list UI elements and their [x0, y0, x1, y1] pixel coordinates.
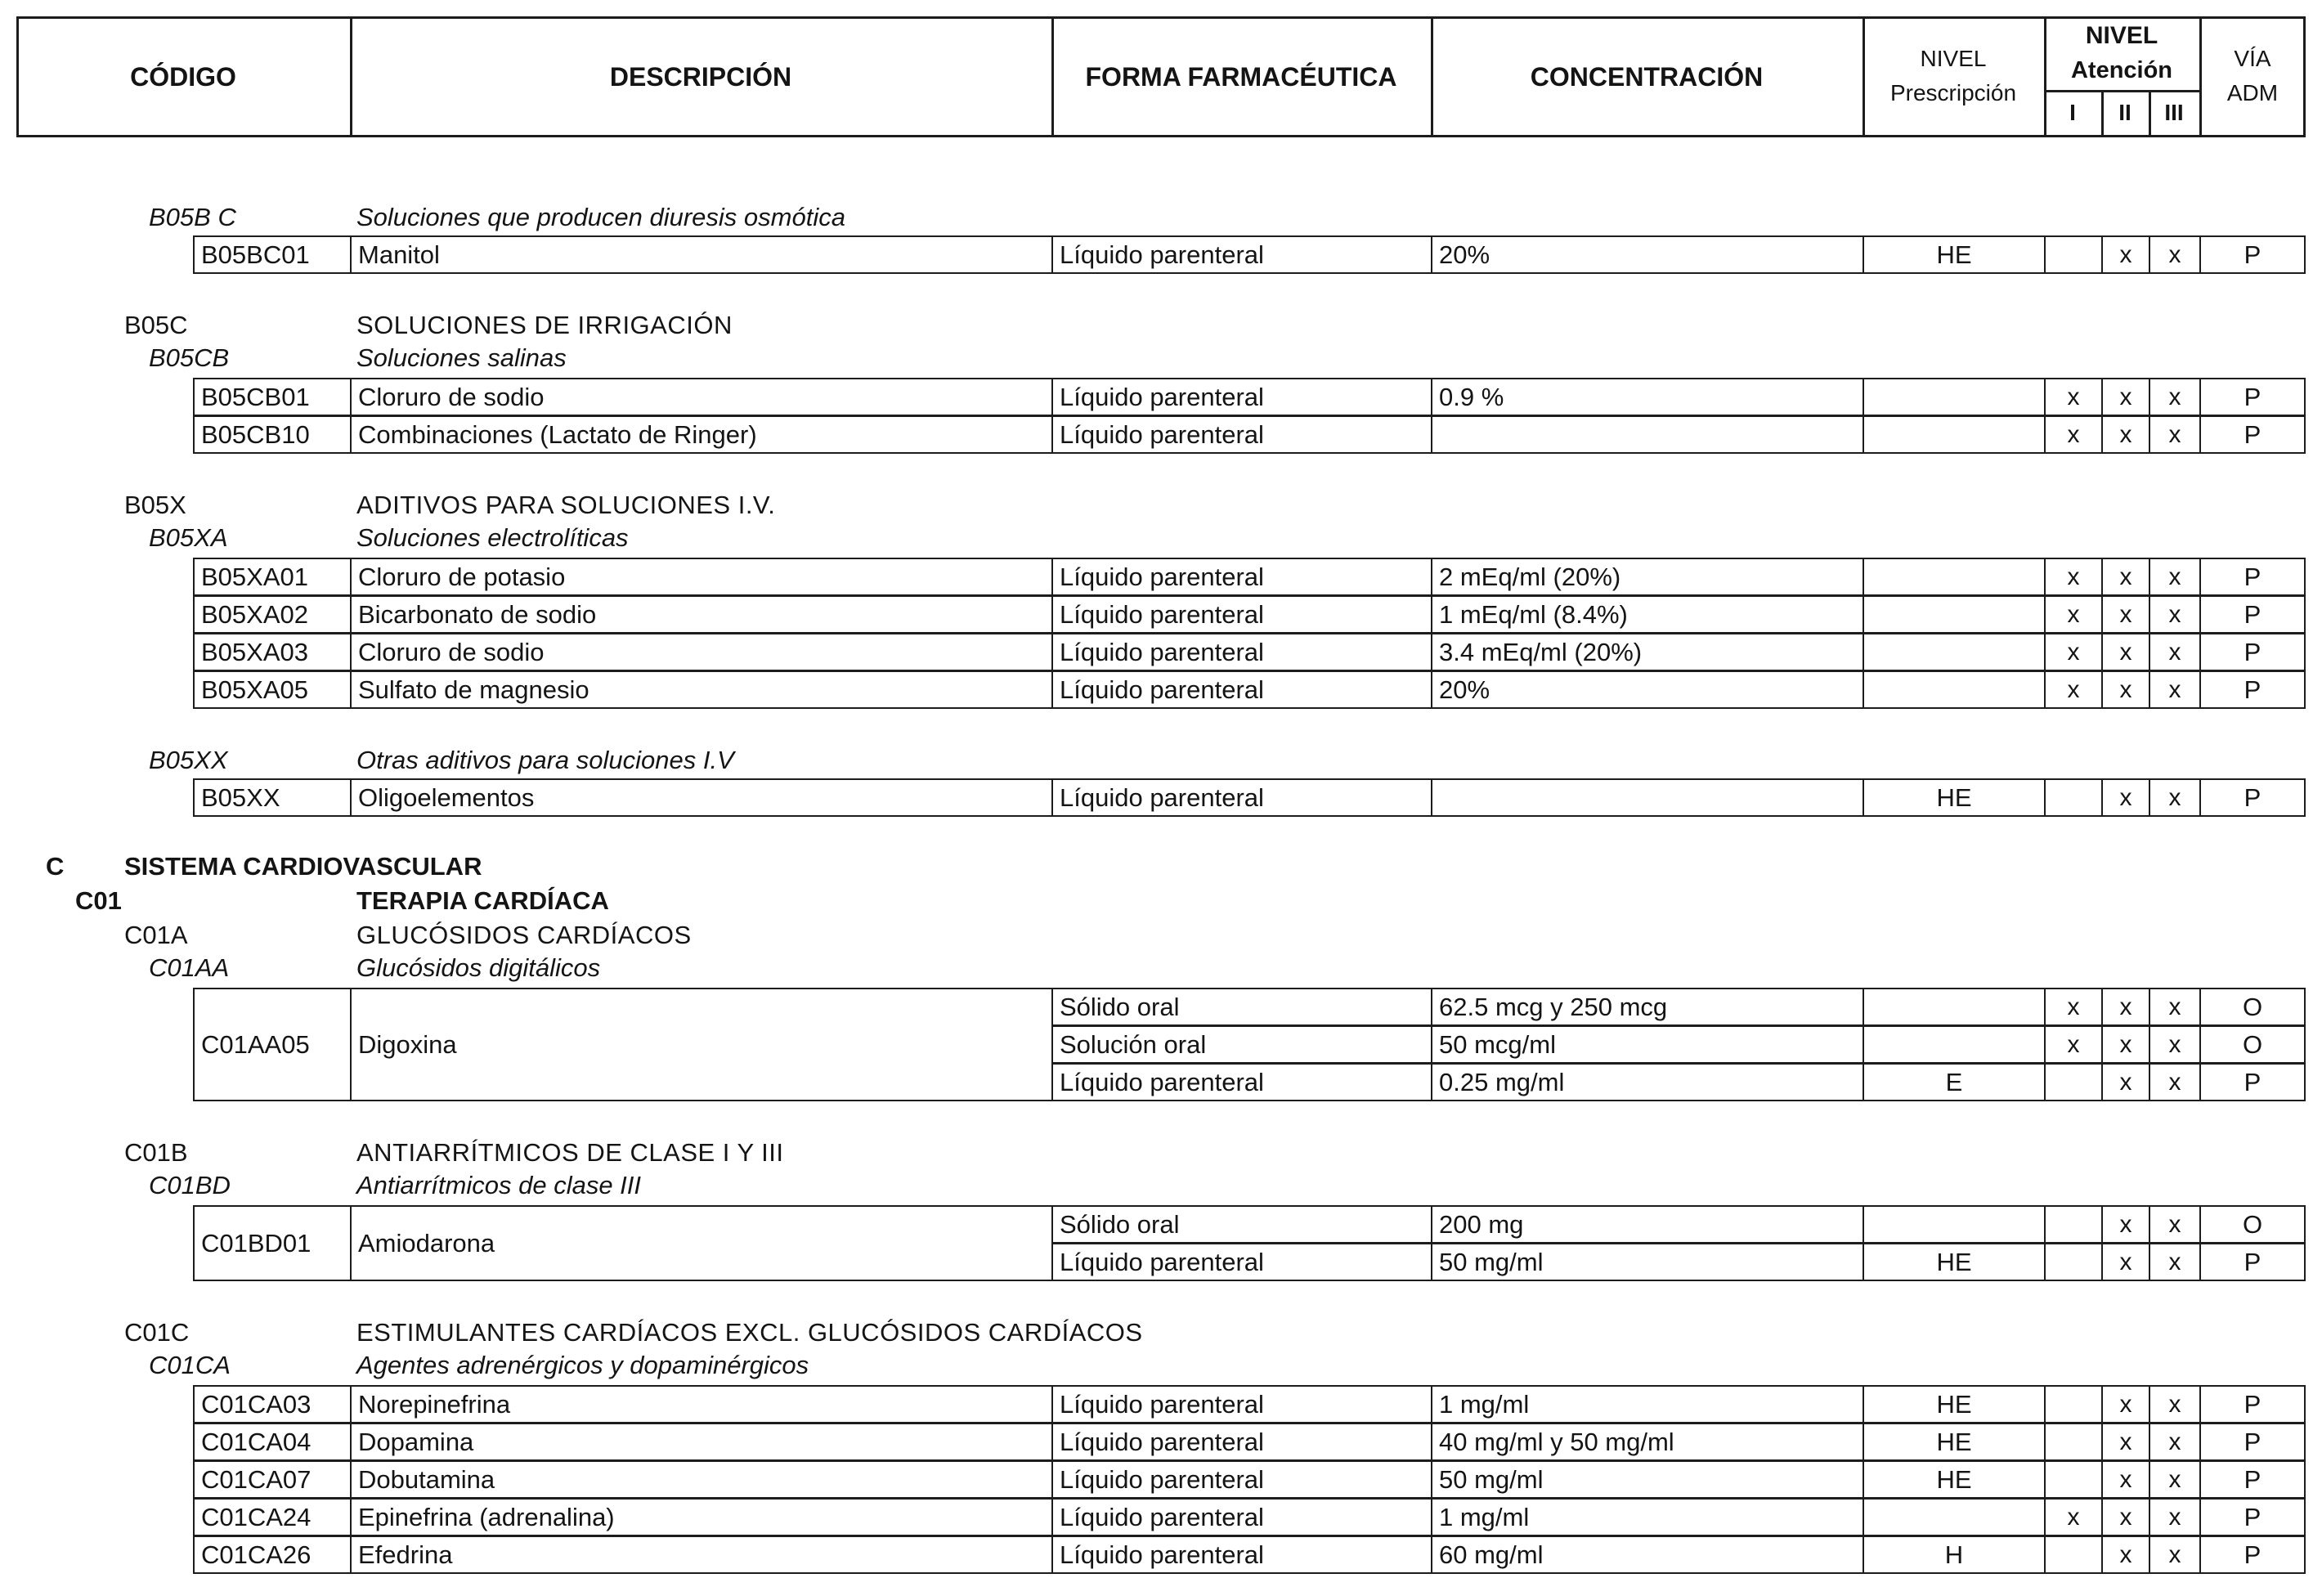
- cell-iii: x: [2149, 778, 2201, 817]
- cell-conc: 20%: [1431, 670, 1864, 709]
- cell-via: P: [2199, 558, 2306, 596]
- cell-ii: x: [2101, 633, 2150, 671]
- cell-i: [2044, 235, 2103, 274]
- cell-ii: x: [2101, 235, 2150, 274]
- header-nivel-prescripcion-2: Prescripción: [1889, 80, 2017, 105]
- cell-via: P: [2199, 1460, 2306, 1499]
- cell-conc: 50 mcg/ml: [1431, 1025, 1864, 1064]
- group-title: ESTIMULANTES CARDÍACOS EXCL. GLUCÓSIDOS CARDÍACOS: [356, 1318, 1143, 1347]
- cell-ii: x: [2101, 595, 2150, 634]
- cell-conc: [1431, 415, 1864, 454]
- merged-cell-code: C01BD01: [193, 1205, 352, 1281]
- group-code: C01A: [124, 921, 188, 949]
- cell-iii: x: [2149, 1205, 2201, 1244]
- cell-code: B05XA02: [193, 595, 352, 634]
- cell-iii: x: [2149, 1498, 2201, 1536]
- cell-ii: x: [2101, 1025, 2150, 1064]
- cell-via: O: [2199, 1205, 2306, 1244]
- cell-ii: x: [2101, 1498, 2150, 1536]
- cell-presc: [1863, 378, 2046, 416]
- header-nivel-prescripcion-1: NIVEL: [1920, 46, 1987, 71]
- cell-conc: 1 mg/ml: [1431, 1385, 1864, 1423]
- group-title: GLUCÓSIDOS CARDÍACOS: [356, 921, 692, 949]
- cell-conc: 0.25 mg/ml: [1431, 1063, 1864, 1101]
- cell-iii: x: [2149, 235, 2201, 274]
- cell-i: [2044, 1063, 2103, 1101]
- cell-conc: 1 mEq/ml (8.4%): [1431, 595, 1864, 634]
- cell-code: B05XA01: [193, 558, 352, 596]
- cell-iii: x: [2149, 670, 2201, 709]
- cell-code: C01CA26: [193, 1535, 352, 1574]
- cell-i: x: [2044, 415, 2103, 454]
- cell-presc: [1863, 1205, 2046, 1244]
- cell-conc: 200 mg: [1431, 1205, 1864, 1244]
- group-code: C01C: [124, 1318, 190, 1347]
- cell-forma: Líquido parenteral: [1051, 1063, 1432, 1101]
- cell-via: P: [2199, 1498, 2306, 1536]
- cell-forma: Líquido parenteral: [1051, 595, 1432, 634]
- group-title: SOLUCIONES DE IRRIGACIÓN: [356, 311, 733, 339]
- cell-i: x: [2044, 595, 2103, 634]
- cell-ii: x: [2101, 1535, 2150, 1574]
- cell-via: P: [2199, 1535, 2306, 1574]
- cell-presc: [1863, 633, 2046, 671]
- group-title: Soluciones que producen diuresis osmótica: [356, 203, 845, 231]
- cell-desc: Dopamina: [350, 1423, 1053, 1461]
- cell-desc: Oligoelementos: [350, 778, 1053, 817]
- cell-code: B05CB01: [193, 378, 352, 416]
- cell-code: B05XA05: [193, 670, 352, 709]
- cell-forma: Líquido parenteral: [1051, 1423, 1432, 1461]
- group-code: C01B: [124, 1138, 188, 1167]
- cell-presc: [1863, 558, 2046, 596]
- header-nivel-ii: II: [2118, 100, 2131, 125]
- cell-conc: 62.5 mcg y 250 mcg: [1431, 988, 1864, 1026]
- cell-iii: x: [2149, 1243, 2201, 1281]
- cell-via: P: [2199, 1063, 2306, 1101]
- header-nivel-iii: III: [2164, 100, 2184, 125]
- cell-code: C01CA03: [193, 1385, 352, 1423]
- cell-via: P: [2199, 633, 2306, 671]
- header-forma-farmaceutica: FORMA FARMACÉUTICA: [1085, 61, 1397, 92]
- cell-forma: Líquido parenteral: [1051, 778, 1432, 817]
- cell-i: x: [2044, 378, 2103, 416]
- cell-i: [2044, 1460, 2103, 1499]
- cell-conc: 50 mg/ml: [1431, 1460, 1864, 1499]
- header-via-2: ADM: [2226, 80, 2279, 105]
- cell-desc: Cloruro de potasio: [350, 558, 1053, 596]
- cell-presc: E: [1863, 1063, 2046, 1101]
- group-title: Soluciones salinas: [356, 343, 567, 372]
- group-title: TERAPIA CARDÍACA: [356, 886, 609, 915]
- cell-conc: 1 mg/ml: [1431, 1498, 1864, 1536]
- cell-presc: [1863, 415, 2046, 454]
- cell-via: P: [2199, 235, 2306, 274]
- cell-i: x: [2044, 1498, 2103, 1536]
- cell-conc: 0.9 %: [1431, 378, 1864, 416]
- cell-via: O: [2199, 988, 2306, 1026]
- cell-desc: Efedrina: [350, 1535, 1053, 1574]
- cell-desc: Dobutamina: [350, 1460, 1053, 1499]
- merged-cell-desc: Amiodarona: [350, 1205, 1053, 1281]
- cell-via: P: [2199, 378, 2306, 416]
- cell-via: P: [2199, 1243, 2306, 1281]
- cell-i: [2044, 1385, 2103, 1423]
- cell-desc: Epinefrina (adrenalina): [350, 1498, 1053, 1536]
- cell-ii: x: [2101, 1243, 2150, 1281]
- cell-i: x: [2044, 633, 2103, 671]
- group-title: SISTEMA CARDIOVASCULAR: [124, 852, 482, 881]
- cell-forma: Líquido parenteral: [1051, 1498, 1432, 1536]
- group-code: C01AA: [149, 953, 230, 982]
- cell-presc: [1863, 670, 2046, 709]
- cell-forma: Solución oral: [1051, 1025, 1432, 1064]
- cell-via: P: [2199, 1423, 2306, 1461]
- cell-conc: 2 mEq/ml (20%): [1431, 558, 1864, 596]
- cell-forma: Sólido oral: [1051, 988, 1432, 1026]
- cell-ii: x: [2101, 1423, 2150, 1461]
- cell-code: C01CA24: [193, 1498, 352, 1536]
- cell-i: x: [2044, 558, 2103, 596]
- group-code: B05X: [124, 491, 186, 519]
- header-nivel-atencion-1: NIVEL: [2085, 22, 2158, 49]
- cell-ii: x: [2101, 558, 2150, 596]
- cell-forma: Líquido parenteral: [1051, 670, 1432, 709]
- cell-i: x: [2044, 670, 2103, 709]
- header-nivel-atencion-2: Atención: [2070, 57, 2173, 83]
- cell-ii: x: [2101, 1205, 2150, 1244]
- group-title: Otras aditivos para soluciones I.V: [356, 746, 734, 774]
- cell-desc: Norepinefrina: [350, 1385, 1053, 1423]
- cell-presc: HE: [1863, 1460, 2046, 1499]
- cell-desc: Cloruro de sodio: [350, 633, 1053, 671]
- cell-forma: Líquido parenteral: [1051, 633, 1432, 671]
- header-nivel-i: I: [2069, 100, 2076, 125]
- cell-iii: x: [2149, 1535, 2201, 1574]
- cell-iii: x: [2149, 988, 2201, 1026]
- cell-presc: HE: [1863, 778, 2046, 817]
- cell-iii: x: [2149, 415, 2201, 454]
- group-code: B05B C: [149, 203, 236, 231]
- cell-ii: x: [2101, 378, 2150, 416]
- cell-iii: x: [2149, 378, 2201, 416]
- header-concentracion: CONCENTRACIÓN: [1530, 61, 1764, 92]
- header-descripcion: DESCRIPCIÓN: [609, 61, 792, 92]
- group-code: B05XA: [149, 523, 228, 552]
- cell-forma: Sólido oral: [1051, 1205, 1432, 1244]
- cell-conc: [1431, 778, 1864, 817]
- cell-presc: HE: [1863, 1385, 2046, 1423]
- cell-i: [2044, 1423, 2103, 1461]
- cell-desc: Sulfato de magnesio: [350, 670, 1053, 709]
- group-title: ANTIARRÍTMICOS DE CLASE I Y III: [356, 1138, 784, 1167]
- group-code: C01: [75, 886, 122, 915]
- cell-presc: HE: [1863, 1243, 2046, 1281]
- group-title: Antiarrítmicos de clase III: [356, 1171, 642, 1199]
- cell-desc: Combinaciones (Lactato de Ringer): [350, 415, 1053, 454]
- cell-forma: Líquido parenteral: [1051, 1243, 1432, 1281]
- cell-iii: x: [2149, 595, 2201, 634]
- cell-forma: Líquido parenteral: [1051, 1460, 1432, 1499]
- cell-via: P: [2199, 415, 2306, 454]
- cell-i: x: [2044, 1025, 2103, 1064]
- cell-desc: Cloruro de sodio: [350, 378, 1053, 416]
- group-title: ADITIVOS PARA SOLUCIONES I.V.: [356, 491, 776, 519]
- cell-presc: [1863, 1498, 2046, 1536]
- merged-cell-code: C01AA05: [193, 988, 352, 1101]
- cell-code: B05BC01: [193, 235, 352, 274]
- group-title: Soluciones electrolíticas: [356, 523, 629, 552]
- cell-presc: [1863, 1025, 2046, 1064]
- cell-i: [2044, 1243, 2103, 1281]
- cell-iii: x: [2149, 1385, 2201, 1423]
- group-code: B05XX: [149, 746, 228, 774]
- cell-iii: x: [2149, 633, 2201, 671]
- cell-code: C01CA04: [193, 1423, 352, 1461]
- cell-i: [2044, 778, 2103, 817]
- merged-cell-desc: Digoxina: [350, 988, 1053, 1101]
- cell-i: [2044, 1205, 2103, 1244]
- cell-iii: x: [2149, 1423, 2201, 1461]
- cell-presc: [1863, 988, 2046, 1026]
- cell-iii: x: [2149, 1460, 2201, 1499]
- cell-ii: x: [2101, 1385, 2150, 1423]
- group-code: B05C: [124, 311, 188, 339]
- group-title: Agentes adrenérgicos y dopaminérgicos: [356, 1351, 809, 1379]
- cell-conc: 20%: [1431, 235, 1864, 274]
- cell-presc: H: [1863, 1535, 2046, 1574]
- group-code: C01CA: [149, 1351, 231, 1379]
- cell-forma: Líquido parenteral: [1051, 1535, 1432, 1574]
- cell-ii: x: [2101, 778, 2150, 817]
- cell-ii: x: [2101, 670, 2150, 709]
- cell-conc: 50 mg/ml: [1431, 1243, 1864, 1281]
- cell-forma: Líquido parenteral: [1051, 415, 1432, 454]
- header-codigo: CÓDIGO: [130, 61, 236, 92]
- cell-code: B05XA03: [193, 633, 352, 671]
- group-title: Glucósidos digitálicos: [356, 953, 601, 982]
- cell-via: P: [2199, 670, 2306, 709]
- cell-i: [2044, 1535, 2103, 1574]
- cell-iii: x: [2149, 558, 2201, 596]
- cell-via: P: [2199, 778, 2306, 817]
- cell-presc: [1863, 595, 2046, 634]
- cell-presc: HE: [1863, 1423, 2046, 1461]
- cell-via: O: [2199, 1025, 2306, 1064]
- group-code: C01BD: [149, 1171, 231, 1199]
- cell-forma: Líquido parenteral: [1051, 235, 1432, 274]
- cell-ii: x: [2101, 1460, 2150, 1499]
- cell-conc: 60 mg/ml: [1431, 1535, 1864, 1574]
- cell-forma: Líquido parenteral: [1051, 1385, 1432, 1423]
- cell-ii: x: [2101, 415, 2150, 454]
- cell-forma: Líquido parenteral: [1051, 558, 1432, 596]
- cell-code: C01CA07: [193, 1460, 352, 1499]
- cell-ii: x: [2101, 988, 2150, 1026]
- cell-ii: x: [2101, 1063, 2150, 1101]
- cell-presc: HE: [1863, 235, 2046, 274]
- cell-via: P: [2199, 1385, 2306, 1423]
- cell-conc: 3.4 mEq/ml (20%): [1431, 633, 1864, 671]
- cell-code: B05CB10: [193, 415, 352, 454]
- cell-i: x: [2044, 988, 2103, 1026]
- cell-iii: x: [2149, 1063, 2201, 1101]
- cell-desc: Manitol: [350, 235, 1053, 274]
- cell-code: B05XX: [193, 778, 352, 817]
- group-code: B05CB: [149, 343, 230, 372]
- cell-desc: Bicarbonato de sodio: [350, 595, 1053, 634]
- cell-forma: Líquido parenteral: [1051, 378, 1432, 416]
- group-code: C: [46, 852, 65, 881]
- cell-iii: x: [2149, 1025, 2201, 1064]
- cell-via: P: [2199, 595, 2306, 634]
- header-via-1: VÍA: [2234, 46, 2271, 71]
- cell-conc: 40 mg/ml y 50 mg/ml: [1431, 1423, 1864, 1461]
